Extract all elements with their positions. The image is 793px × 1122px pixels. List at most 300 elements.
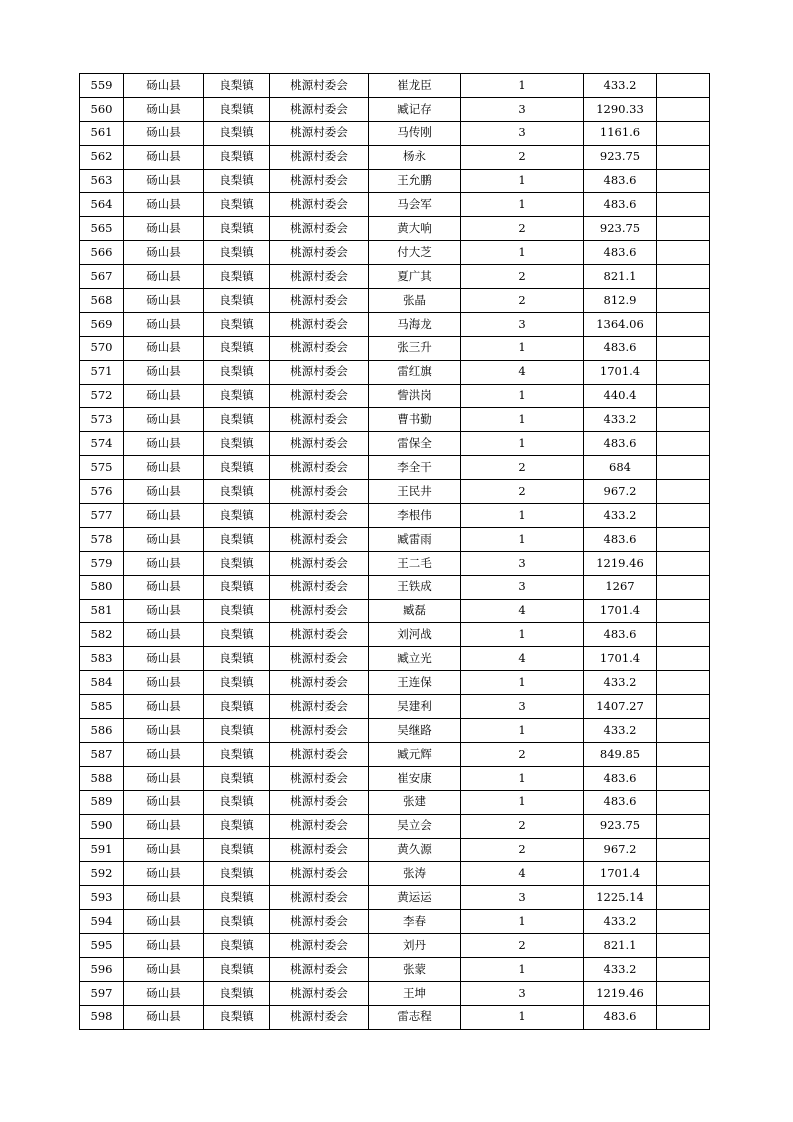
household-size-cell: 1 <box>461 384 584 408</box>
name-cell: 吴立会 <box>369 814 461 838</box>
table-row <box>80 384 710 408</box>
remark-cell <box>657 551 710 575</box>
remark-cell <box>657 289 710 313</box>
remark-cell <box>657 766 710 790</box>
household-size-cell: 3 <box>461 312 584 336</box>
remark-cell <box>657 527 710 551</box>
name-cell: 臧磊 <box>369 599 461 623</box>
village-committee-cell: 桃源村委会 <box>270 169 369 193</box>
town-cell: 良梨镇 <box>204 695 270 719</box>
town-cell: 良梨镇 <box>204 814 270 838</box>
amount-cell: 433.2 <box>584 74 657 98</box>
county-cell: 砀山县 <box>124 719 204 743</box>
town-cell: 良梨镇 <box>204 504 270 528</box>
household-size-cell: 2 <box>461 289 584 313</box>
village-committee-cell: 桃源村委会 <box>270 360 369 384</box>
county-cell: 砀山县 <box>124 169 204 193</box>
county-cell: 砀山县 <box>124 934 204 958</box>
village-committee-cell: 桃源村委会 <box>270 384 369 408</box>
household-size-cell: 1 <box>461 336 584 360</box>
household-size-cell: 1 <box>461 504 584 528</box>
table-row <box>80 480 710 504</box>
town-cell: 良梨镇 <box>204 742 270 766</box>
name-cell: 曹书勤 <box>369 408 461 432</box>
roster-body <box>80 74 710 1030</box>
town-cell: 良梨镇 <box>204 408 270 432</box>
remark-cell <box>657 742 710 766</box>
row-number: 559 <box>80 74 124 98</box>
county-cell: 砀山县 <box>124 910 204 934</box>
village-committee-cell: 桃源村委会 <box>270 814 369 838</box>
name-cell: 黄久源 <box>369 838 461 862</box>
amount-cell: 433.2 <box>584 504 657 528</box>
remark-cell <box>657 671 710 695</box>
town-cell: 良梨镇 <box>204 766 270 790</box>
household-size-cell: 1 <box>461 623 584 647</box>
row-number: 586 <box>80 719 124 743</box>
town-cell: 良梨镇 <box>204 862 270 886</box>
row-number: 587 <box>80 742 124 766</box>
table-row <box>80 886 710 910</box>
table-row <box>80 432 710 456</box>
village-committee-cell: 桃源村委会 <box>270 695 369 719</box>
town-cell: 良梨镇 <box>204 169 270 193</box>
name-cell: 訾洪岗 <box>369 384 461 408</box>
village-committee-cell: 桃源村委会 <box>270 599 369 623</box>
amount-cell: 483.6 <box>584 432 657 456</box>
name-cell: 张涛 <box>369 862 461 886</box>
name-cell: 马海龙 <box>369 312 461 336</box>
remark-cell <box>657 312 710 336</box>
household-size-cell: 1 <box>461 527 584 551</box>
remark-cell <box>657 814 710 838</box>
county-cell: 砀山县 <box>124 480 204 504</box>
row-number: 581 <box>80 599 124 623</box>
table-row <box>80 742 710 766</box>
village-committee-cell: 桃源村委会 <box>270 1005 369 1029</box>
row-number: 598 <box>80 1005 124 1029</box>
town-cell: 良梨镇 <box>204 480 270 504</box>
town-cell: 良梨镇 <box>204 265 270 289</box>
row-number: 585 <box>80 695 124 719</box>
village-committee-cell: 桃源村委会 <box>270 336 369 360</box>
amount-cell: 923.75 <box>584 814 657 838</box>
county-cell: 砀山县 <box>124 671 204 695</box>
town-cell: 良梨镇 <box>204 623 270 647</box>
town-cell: 良梨镇 <box>204 97 270 121</box>
name-cell: 王坤 <box>369 981 461 1005</box>
table-row <box>80 551 710 575</box>
table-row <box>80 336 710 360</box>
household-size-cell: 4 <box>461 647 584 671</box>
name-cell: 雷保全 <box>369 432 461 456</box>
town-cell: 良梨镇 <box>204 1005 270 1029</box>
town-cell: 良梨镇 <box>204 599 270 623</box>
county-cell: 砀山县 <box>124 886 204 910</box>
name-cell: 王民井 <box>369 480 461 504</box>
name-cell: 刘河战 <box>369 623 461 647</box>
county-cell: 砀山县 <box>124 312 204 336</box>
table-row <box>80 623 710 647</box>
amount-cell: 483.6 <box>584 790 657 814</box>
name-cell: 崔龙臣 <box>369 74 461 98</box>
table-row <box>80 121 710 145</box>
row-number: 590 <box>80 814 124 838</box>
county-cell: 砀山县 <box>124 97 204 121</box>
village-committee-cell: 桃源村委会 <box>270 647 369 671</box>
household-size-cell: 2 <box>461 217 584 241</box>
row-number: 565 <box>80 217 124 241</box>
table-row <box>80 217 710 241</box>
town-cell: 良梨镇 <box>204 456 270 480</box>
town-cell: 良梨镇 <box>204 432 270 456</box>
remark-cell <box>657 432 710 456</box>
name-cell: 张晶 <box>369 289 461 313</box>
remark-cell <box>657 934 710 958</box>
household-size-cell: 1 <box>461 432 584 456</box>
table-row <box>80 289 710 313</box>
amount-cell: 812.9 <box>584 289 657 313</box>
name-cell: 雷志程 <box>369 1005 461 1029</box>
row-number: 576 <box>80 480 124 504</box>
row-number: 583 <box>80 647 124 671</box>
county-cell: 砀山县 <box>124 790 204 814</box>
amount-cell: 433.2 <box>584 957 657 981</box>
village-committee-cell: 桃源村委会 <box>270 623 369 647</box>
amount-cell: 849.85 <box>584 742 657 766</box>
row-number: 578 <box>80 527 124 551</box>
name-cell: 雷红旗 <box>369 360 461 384</box>
county-cell: 砀山县 <box>124 599 204 623</box>
town-cell: 良梨镇 <box>204 289 270 313</box>
name-cell: 张蒙 <box>369 957 461 981</box>
row-number: 593 <box>80 886 124 910</box>
village-committee-cell: 桃源村委会 <box>270 193 369 217</box>
row-number: 589 <box>80 790 124 814</box>
village-committee-cell: 桃源村委会 <box>270 289 369 313</box>
household-size-cell: 2 <box>461 814 584 838</box>
town-cell: 良梨镇 <box>204 360 270 384</box>
village-committee-cell: 桃源村委会 <box>270 862 369 886</box>
remark-cell <box>657 504 710 528</box>
amount-cell: 483.6 <box>584 766 657 790</box>
household-size-cell: 3 <box>461 121 584 145</box>
village-committee-cell: 桃源村委会 <box>270 480 369 504</box>
household-size-cell: 1 <box>461 671 584 695</box>
name-cell: 杨永 <box>369 145 461 169</box>
table-row <box>80 456 710 480</box>
household-size-cell: 3 <box>461 97 584 121</box>
amount-cell: 1290.33 <box>584 97 657 121</box>
amount-cell: 1267 <box>584 575 657 599</box>
county-cell: 砀山县 <box>124 623 204 647</box>
county-cell: 砀山县 <box>124 336 204 360</box>
table-row <box>80 695 710 719</box>
name-cell: 张建 <box>369 790 461 814</box>
village-committee-cell: 桃源村委会 <box>270 838 369 862</box>
town-cell: 良梨镇 <box>204 384 270 408</box>
name-cell: 黄运运 <box>369 886 461 910</box>
remark-cell <box>657 790 710 814</box>
town-cell: 良梨镇 <box>204 74 270 98</box>
county-cell: 砀山县 <box>124 265 204 289</box>
remark-cell <box>657 838 710 862</box>
table-row <box>80 862 710 886</box>
table-row <box>80 981 710 1005</box>
remark-cell <box>657 384 710 408</box>
village-committee-cell: 桃源村委会 <box>270 265 369 289</box>
amount-cell: 967.2 <box>584 480 657 504</box>
name-cell: 王铁成 <box>369 575 461 599</box>
amount-cell: 433.2 <box>584 719 657 743</box>
row-number: 563 <box>80 169 124 193</box>
county-cell: 砀山县 <box>124 193 204 217</box>
remark-cell <box>657 623 710 647</box>
household-size-cell: 2 <box>461 145 584 169</box>
name-cell: 王允鹏 <box>369 169 461 193</box>
row-number: 566 <box>80 241 124 265</box>
amount-cell: 967.2 <box>584 838 657 862</box>
name-cell: 李春 <box>369 910 461 934</box>
village-committee-cell: 桃源村委会 <box>270 551 369 575</box>
table-row <box>80 408 710 432</box>
row-number: 568 <box>80 289 124 313</box>
remark-cell <box>657 695 710 719</box>
village-committee-cell: 桃源村委会 <box>270 504 369 528</box>
amount-cell: 433.2 <box>584 910 657 934</box>
table-row <box>80 838 710 862</box>
town-cell: 良梨镇 <box>204 121 270 145</box>
table-row <box>80 575 710 599</box>
household-size-cell: 1 <box>461 169 584 193</box>
village-committee-cell: 桃源村委会 <box>270 241 369 265</box>
amount-cell: 1219.46 <box>584 551 657 575</box>
table-row <box>80 766 710 790</box>
table-row <box>80 193 710 217</box>
amount-cell: 483.6 <box>584 623 657 647</box>
amount-cell: 433.2 <box>584 671 657 695</box>
row-number: 571 <box>80 360 124 384</box>
town-cell: 良梨镇 <box>204 336 270 360</box>
row-number: 569 <box>80 312 124 336</box>
name-cell: 夏广其 <box>369 265 461 289</box>
household-size-cell: 3 <box>461 981 584 1005</box>
county-cell: 砀山县 <box>124 289 204 313</box>
county-cell: 砀山县 <box>124 217 204 241</box>
village-committee-cell: 桃源村委会 <box>270 742 369 766</box>
amount-cell: 483.6 <box>584 527 657 551</box>
table-row <box>80 504 710 528</box>
remark-cell <box>657 862 710 886</box>
remark-cell <box>657 647 710 671</box>
amount-cell: 1219.46 <box>584 981 657 1005</box>
row-number: 591 <box>80 838 124 862</box>
county-cell: 砀山县 <box>124 241 204 265</box>
town-cell: 良梨镇 <box>204 790 270 814</box>
row-number: 574 <box>80 432 124 456</box>
town-cell: 良梨镇 <box>204 957 270 981</box>
roster-table <box>79 73 710 1030</box>
household-size-cell: 4 <box>461 360 584 384</box>
town-cell: 良梨镇 <box>204 838 270 862</box>
household-size-cell: 1 <box>461 766 584 790</box>
name-cell: 刘丹 <box>369 934 461 958</box>
table-row <box>80 647 710 671</box>
village-committee-cell: 桃源村委会 <box>270 432 369 456</box>
village-committee-cell: 桃源村委会 <box>270 121 369 145</box>
name-cell: 崔安康 <box>369 766 461 790</box>
row-number: 572 <box>80 384 124 408</box>
county-cell: 砀山县 <box>124 957 204 981</box>
row-number: 594 <box>80 910 124 934</box>
amount-cell: 684 <box>584 456 657 480</box>
remark-cell <box>657 910 710 934</box>
village-committee-cell: 桃源村委会 <box>270 766 369 790</box>
name-cell: 李全干 <box>369 456 461 480</box>
table-row <box>80 360 710 384</box>
table-row <box>80 671 710 695</box>
name-cell: 王二毛 <box>369 551 461 575</box>
household-size-cell: 2 <box>461 480 584 504</box>
amount-cell: 483.6 <box>584 169 657 193</box>
name-cell: 吴建利 <box>369 695 461 719</box>
village-committee-cell: 桃源村委会 <box>270 97 369 121</box>
amount-cell: 483.6 <box>584 193 657 217</box>
village-committee-cell: 桃源村委会 <box>270 719 369 743</box>
name-cell: 付大芝 <box>369 241 461 265</box>
household-size-cell: 1 <box>461 74 584 98</box>
row-number: 596 <box>80 957 124 981</box>
row-number: 580 <box>80 575 124 599</box>
town-cell: 良梨镇 <box>204 910 270 934</box>
amount-cell: 1701.4 <box>584 647 657 671</box>
row-number: 561 <box>80 121 124 145</box>
amount-cell: 483.6 <box>584 1005 657 1029</box>
amount-cell: 923.75 <box>584 217 657 241</box>
village-committee-cell: 桃源村委会 <box>270 217 369 241</box>
household-size-cell: 4 <box>461 599 584 623</box>
village-committee-cell: 桃源村委会 <box>270 957 369 981</box>
village-committee-cell: 桃源村委会 <box>270 671 369 695</box>
household-size-cell: 1 <box>461 910 584 934</box>
town-cell: 良梨镇 <box>204 886 270 910</box>
county-cell: 砀山县 <box>124 814 204 838</box>
town-cell: 良梨镇 <box>204 671 270 695</box>
amount-cell: 1701.4 <box>584 360 657 384</box>
household-size-cell: 2 <box>461 265 584 289</box>
town-cell: 良梨镇 <box>204 145 270 169</box>
household-size-cell: 2 <box>461 742 584 766</box>
household-size-cell: 2 <box>461 838 584 862</box>
row-number: 592 <box>80 862 124 886</box>
amount-cell: 483.6 <box>584 336 657 360</box>
name-cell: 臧雷雨 <box>369 527 461 551</box>
name-cell: 吴继路 <box>369 719 461 743</box>
remark-cell <box>657 97 710 121</box>
row-number: 575 <box>80 456 124 480</box>
household-size-cell: 1 <box>461 957 584 981</box>
county-cell: 砀山县 <box>124 838 204 862</box>
county-cell: 砀山县 <box>124 766 204 790</box>
name-cell: 马传刚 <box>369 121 461 145</box>
remark-cell <box>657 456 710 480</box>
remark-cell <box>657 981 710 1005</box>
village-committee-cell: 桃源村委会 <box>270 408 369 432</box>
village-committee-cell: 桃源村委会 <box>270 145 369 169</box>
row-number: 584 <box>80 671 124 695</box>
town-cell: 良梨镇 <box>204 934 270 958</box>
amount-cell: 1225.14 <box>584 886 657 910</box>
remark-cell <box>657 575 710 599</box>
name-cell: 臧记存 <box>369 97 461 121</box>
amount-cell: 1364.06 <box>584 312 657 336</box>
table-row <box>80 241 710 265</box>
row-number: 567 <box>80 265 124 289</box>
table-row <box>80 265 710 289</box>
town-cell: 良梨镇 <box>204 527 270 551</box>
table-row <box>80 814 710 838</box>
table-row <box>80 599 710 623</box>
town-cell: 良梨镇 <box>204 241 270 265</box>
household-size-cell: 3 <box>461 886 584 910</box>
county-cell: 砀山县 <box>124 384 204 408</box>
county-cell: 砀山县 <box>124 408 204 432</box>
town-cell: 良梨镇 <box>204 193 270 217</box>
village-committee-cell: 桃源村委会 <box>270 910 369 934</box>
county-cell: 砀山县 <box>124 575 204 599</box>
village-committee-cell: 桃源村委会 <box>270 790 369 814</box>
table-row <box>80 97 710 121</box>
village-committee-cell: 桃源村委会 <box>270 312 369 336</box>
remark-cell <box>657 1005 710 1029</box>
village-committee-cell: 桃源村委会 <box>270 575 369 599</box>
household-size-cell: 4 <box>461 862 584 886</box>
row-number: 595 <box>80 934 124 958</box>
remark-cell <box>657 360 710 384</box>
row-number: 564 <box>80 193 124 217</box>
county-cell: 砀山县 <box>124 742 204 766</box>
name-cell: 黄大响 <box>369 217 461 241</box>
name-cell: 张三升 <box>369 336 461 360</box>
town-cell: 良梨镇 <box>204 981 270 1005</box>
village-committee-cell: 桃源村委会 <box>270 886 369 910</box>
county-cell: 砀山县 <box>124 981 204 1005</box>
remark-cell <box>657 265 710 289</box>
county-cell: 砀山县 <box>124 862 204 886</box>
county-cell: 砀山县 <box>124 504 204 528</box>
town-cell: 良梨镇 <box>204 575 270 599</box>
village-committee-cell: 桃源村委会 <box>270 527 369 551</box>
town-cell: 良梨镇 <box>204 217 270 241</box>
name-cell: 臧元辉 <box>369 742 461 766</box>
remark-cell <box>657 169 710 193</box>
row-number: 597 <box>80 981 124 1005</box>
county-cell: 砀山县 <box>124 145 204 169</box>
table-row <box>80 312 710 336</box>
row-number: 588 <box>80 766 124 790</box>
name-cell: 臧立光 <box>369 647 461 671</box>
county-cell: 砀山县 <box>124 121 204 145</box>
town-cell: 良梨镇 <box>204 551 270 575</box>
row-number: 560 <box>80 97 124 121</box>
household-size-cell: 3 <box>461 551 584 575</box>
remark-cell <box>657 145 710 169</box>
row-number: 562 <box>80 145 124 169</box>
remark-cell <box>657 480 710 504</box>
table-row <box>80 74 710 98</box>
town-cell: 良梨镇 <box>204 647 270 671</box>
village-committee-cell: 桃源村委会 <box>270 456 369 480</box>
